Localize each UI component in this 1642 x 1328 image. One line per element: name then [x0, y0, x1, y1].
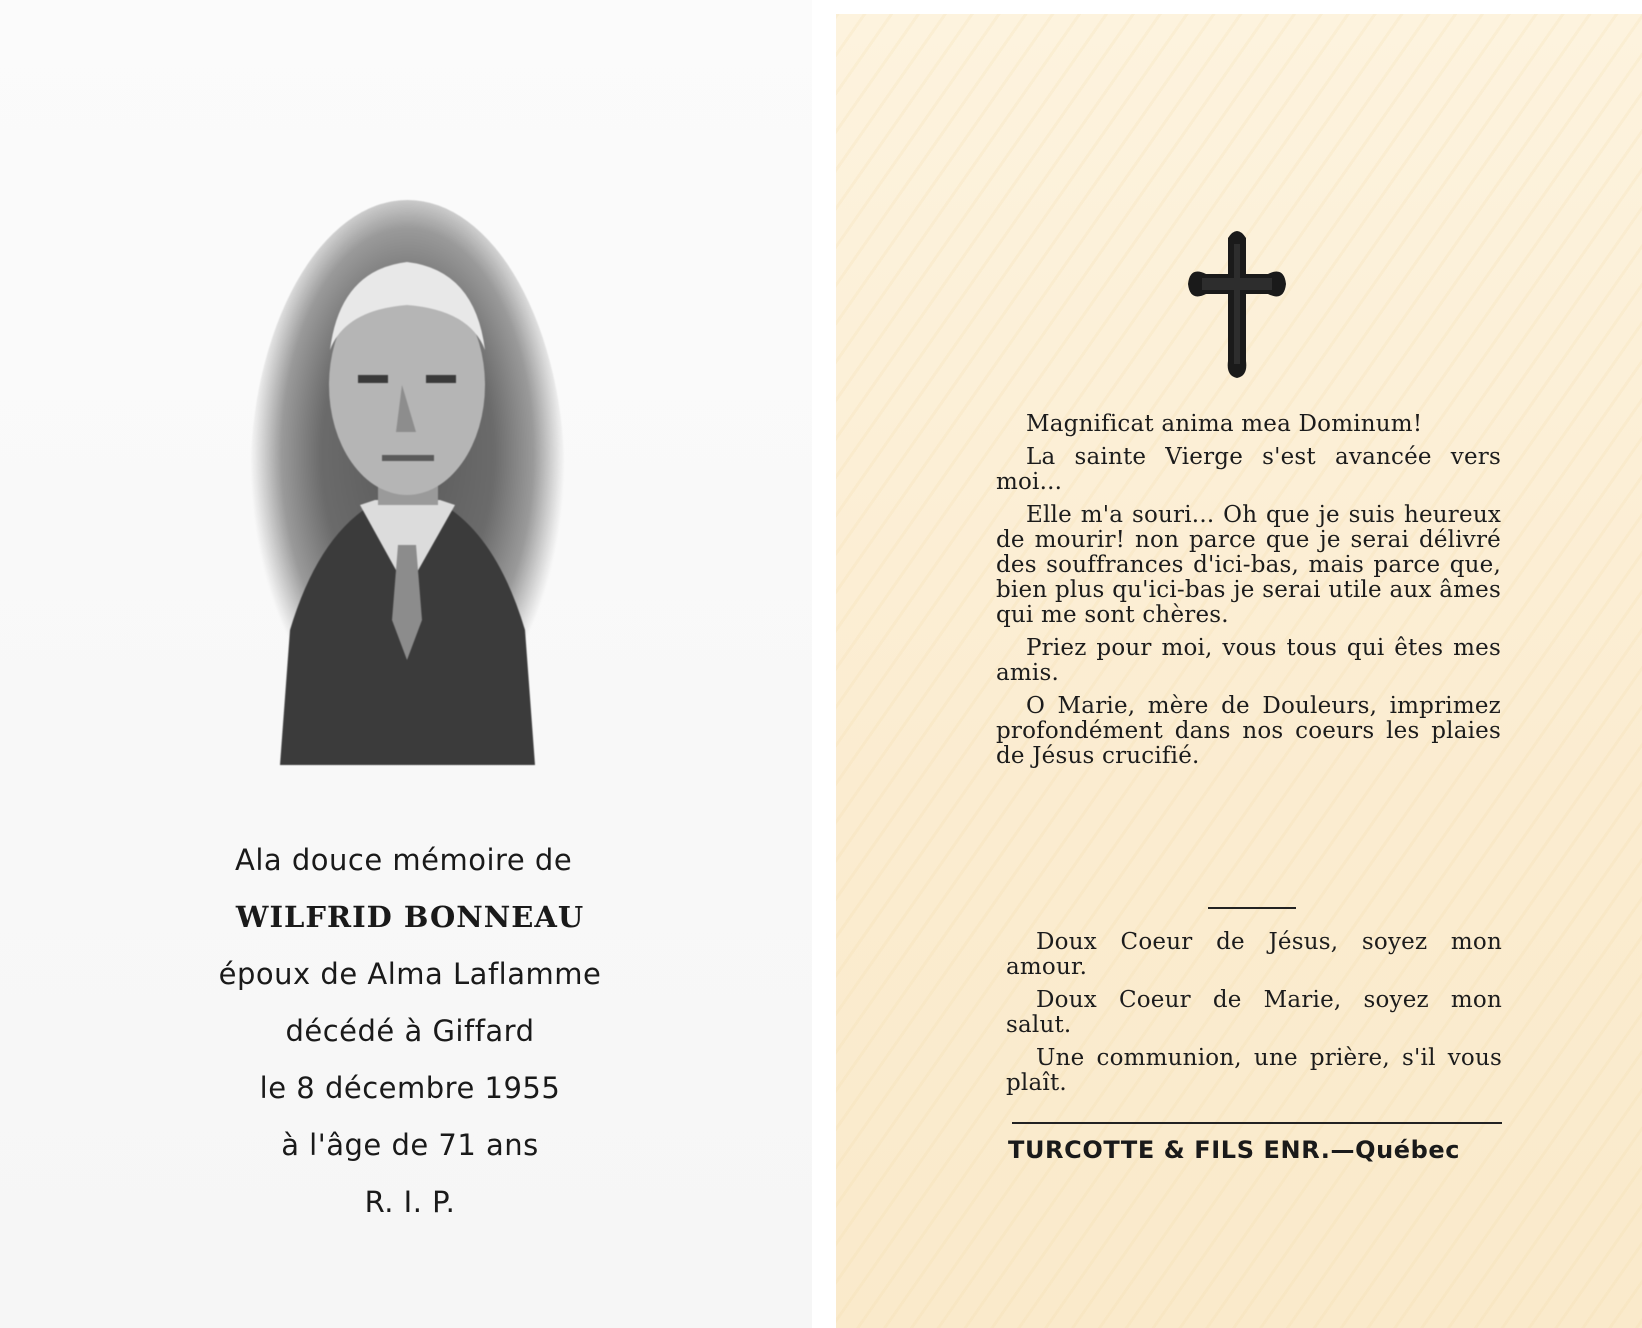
prayer-paragraph: O Marie, mère de Douleurs, imprimez profondément dans nos coeurs les plaies de Jésus crucifié. [996, 693, 1501, 769]
spouse-line: époux de Alma Laflamme [218, 957, 602, 991]
deceased-name: WILFRID BONNEAU [235, 900, 585, 934]
age-line: à l'âge de 71 ans [281, 1128, 539, 1162]
death-place-line: décédé à Giffard [285, 1014, 535, 1048]
rip-line: R. I. P. [364, 1185, 456, 1219]
portrait-figure [250, 200, 565, 765]
portrait-photo [250, 200, 565, 765]
invocations-text [1006, 930, 1502, 1104]
prayer-paragraph: Magnificat anima mea Dominum! [1026, 411, 1423, 437]
printer-credit: TURCOTTE & FILS ENR.—Québec [1008, 1136, 1461, 1164]
invocation: Doux Coeur de Jésus, soyez mon amour. [1006, 929, 1502, 980]
memorial-card-front [0, 0, 812, 1328]
prayer-paragraph: La sainte Vierge s'est avancée vers moi... [996, 444, 1501, 495]
divider [1012, 1122, 1502, 1124]
memorial-card-back [836, 14, 1642, 1328]
invocation: Doux Coeur de Marie, soyez mon salut. [1006, 987, 1502, 1038]
divider [1208, 907, 1296, 909]
prayer-text [996, 412, 1501, 777]
invocation: Une communion, une prière, s'il vous plaît. [1006, 1045, 1502, 1096]
prayer-paragraph: Priez pour moi, vous tous qui êtes mes amis. [996, 635, 1501, 686]
death-date-line: le 8 décembre 1955 [259, 1071, 561, 1105]
prayer-paragraph: Elle m'a souri... Oh que je suis heureux de mourir! non parce que je serai délivré des souffrances d'ici-bas, mais parce que, bien plus qu'ici-bas je serai utile aux âmes qui me sont chères. [996, 502, 1501, 628]
cross-icon [1188, 226, 1286, 378]
memorial-text [190, 832, 630, 1231]
dedication-line: Ala douce mémoire de [235, 843, 573, 877]
